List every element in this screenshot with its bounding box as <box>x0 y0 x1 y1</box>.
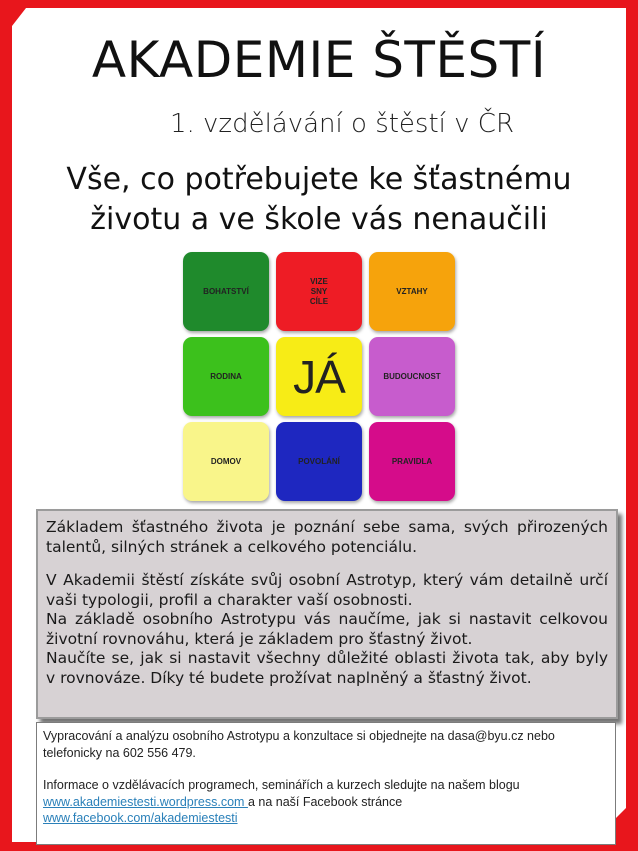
poster-title: AKADEMIE ŠTĚSTÍ <box>91 31 547 89</box>
contact-facebook-text: a na naší Facebook stránce <box>247 794 403 809</box>
facebook-link[interactable]: www.facebook.com/akademiestesti <box>43 811 238 825</box>
blog-link[interactable]: www.akademiestesti.wordpress.com <box>43 794 248 809</box>
life-areas-grid <box>183 252 456 502</box>
info-paragraph-4: Naučíte se, jak si nastavit všechny důležité oblasti života tak, aby byly v rovnováze. Díky té budete prožívat naplněný a šťastný život. <box>46 649 608 687</box>
headline-line-1: Vše, co potřebujete ke šťastnému <box>66 162 572 197</box>
tile-ja: JÁ <box>276 337 362 416</box>
tile-povolani: POVOLÁNÍ <box>276 422 362 501</box>
poster-subtitle: 1. vzdělávání o štěstí v ČR <box>169 109 515 139</box>
tile-vize-sny-cile: VIZE SNY CÍLE <box>276 252 362 331</box>
info-paragraph-2: V Akademii štěstí získáte svůj osobní Astrotyp, který vám detailně určí vaši typologii, profil a charakter vaší osobnosti. <box>46 571 608 609</box>
tile-budoucnost: BUDOUCNOST <box>369 337 455 416</box>
tile-pravidla: PRAVIDLA <box>369 422 455 501</box>
headline-line-2: životu a ve škole vás nenaučili <box>90 202 548 237</box>
poster-page <box>12 8 626 842</box>
contact-blog-text: Informace o vzdělávacích programech, seminářích a kurzech sledujte na našem blogu <box>43 778 520 792</box>
tile-bohatstvi: BOHATSTVÍ <box>183 252 269 331</box>
contact-links-line <box>43 794 609 811</box>
contact-box <box>36 722 616 845</box>
tile-domov: DOMOV <box>183 422 269 501</box>
info-paragraph-1: Základem šťastného života je poznání sebe sama, svých přirozených talentů, silných stránek a celkového potenciálu. <box>46 518 608 556</box>
info-box <box>36 509 618 719</box>
poster-headline <box>32 160 606 240</box>
corner-accent-top <box>12 8 26 26</box>
tile-rodina: RODINA <box>183 337 269 416</box>
contact-order-text: Vypracování a analýzu osobního Astrotypu a konzultace si objednejte na dasa@byu.cz nebo telefonicky na 602 556 479. <box>43 729 555 760</box>
info-paragraph-3: Na základě osobního Astrotypu vás naučíme, jak si nastavit celkovou životní rovnováhu, která je základem pro šťastný život. <box>46 610 608 648</box>
tile-vztahy: VZTAHY <box>369 252 455 331</box>
